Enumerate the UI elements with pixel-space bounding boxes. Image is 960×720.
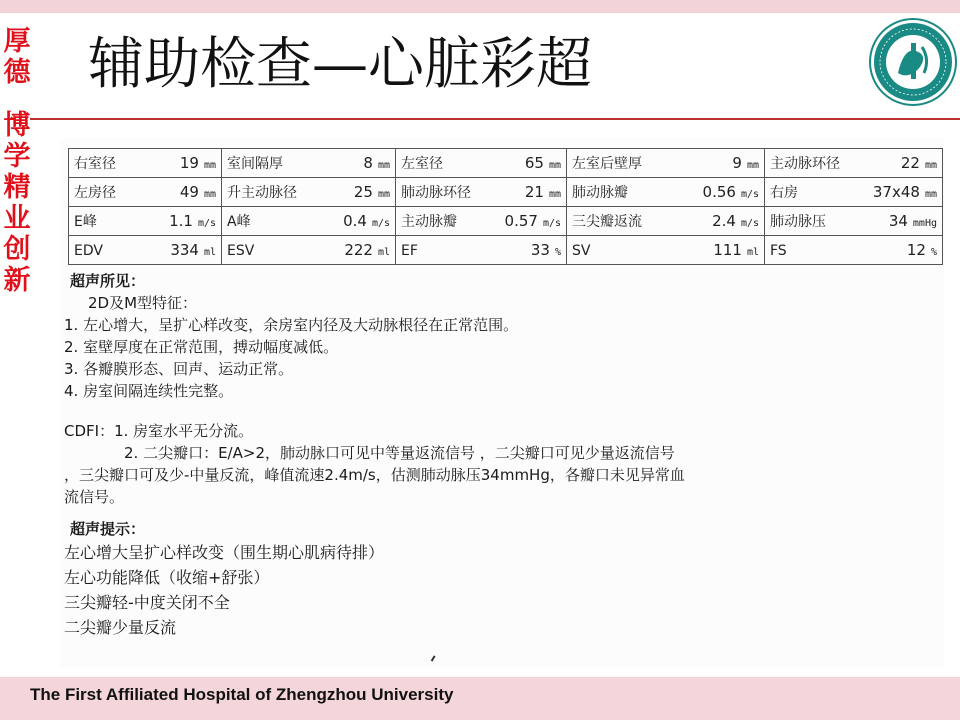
- measurement-cell: [69, 236, 222, 265]
- measurement-label: SV: [572, 243, 591, 259]
- measurement-label: ESV: [227, 243, 255, 259]
- measurement-cell: [765, 149, 943, 178]
- measurement-value: 9: [732, 154, 742, 172]
- measurement-cell: [396, 207, 567, 236]
- measurement-label: 左室后壁厚: [572, 156, 642, 172]
- measurement-unit: mm: [377, 160, 390, 171]
- measurement-label: 主动脉瓣: [401, 214, 457, 230]
- conclusion-item: 左心增大呈扩心样改变（围生期心肌病待排）: [64, 543, 385, 562]
- measurement-unit: m/s: [542, 218, 561, 229]
- echo-report: [60, 138, 944, 668]
- measurement-cell: [222, 149, 396, 178]
- measurement-value: 34: [888, 212, 908, 230]
- conclusion-item: 三尖瓣轻-中度关闭不全: [64, 593, 230, 612]
- measurement-label: E峰: [74, 214, 97, 230]
- measurement-label: 三尖瓣返流: [572, 214, 642, 230]
- cdfi-line: CDFI：1. 房室水平无分流。: [64, 422, 254, 440]
- top-band: [0, 0, 960, 13]
- measurement-value: 21: [524, 183, 544, 201]
- hospital-seal-icon: [868, 17, 958, 107]
- measurement-unit: %: [554, 247, 561, 258]
- measurement-unit: mm: [548, 160, 561, 171]
- table-row: [69, 236, 943, 265]
- measurement-value: 0.4: [343, 212, 367, 230]
- measurement-label: 主动脉环径: [770, 156, 840, 172]
- measurement-cell: [396, 149, 567, 178]
- measurement-unit: m/s: [740, 218, 759, 229]
- measurement-value: 37x48: [872, 183, 920, 201]
- measurement-cell: [765, 207, 943, 236]
- finding-item: 3. 各瓣膜形态、回声、运动正常。: [64, 360, 294, 378]
- measurement-value: 33: [530, 241, 550, 259]
- measurement-value: 334: [170, 241, 199, 259]
- table-row: [69, 149, 943, 178]
- measurement-cell: [567, 178, 765, 207]
- measurement-label: 左室径: [401, 156, 443, 172]
- measurement-label: 肺动脉瓣: [572, 185, 628, 201]
- report-body: [64, 270, 924, 640]
- measurement-unit: mm: [203, 189, 216, 200]
- cdfi-line: 流信号。: [64, 488, 125, 506]
- measurement-cell: [69, 149, 222, 178]
- measurement-unit: mm: [746, 160, 759, 171]
- measurement-unit: m/s: [371, 218, 390, 229]
- measurement-cell: [69, 207, 222, 236]
- measurement-label: 室间隔厚: [227, 156, 283, 172]
- measurement-cell: [567, 236, 765, 265]
- measurement-table: [68, 148, 943, 265]
- measurement-unit: ml: [203, 247, 216, 258]
- measurement-cell: [222, 236, 396, 265]
- measurement-label: 肺动脉压: [770, 214, 826, 230]
- measurement-value: 0.57: [504, 212, 538, 230]
- table-row: [69, 207, 943, 236]
- finding-item: 4. 房室间隔连续性完整。: [64, 382, 234, 400]
- table-row: [69, 178, 943, 207]
- measurement-label: FS: [770, 243, 787, 259]
- conclusion-heading: 超声提示：: [70, 520, 146, 538]
- cdfi-line: 2. 二尖瓣口：E/A>2，肺动脉口可见中等量返流信号 ，二尖瓣口可见少量返流信号: [124, 444, 675, 462]
- measurement-unit: mm: [548, 189, 561, 200]
- conclusion-block: [64, 518, 924, 640]
- measurement-value: 25: [353, 183, 373, 201]
- measurement-unit: ml: [377, 247, 390, 258]
- measurement-value: 19: [179, 154, 199, 172]
- measurement-value: 22: [900, 154, 920, 172]
- measurement-label: 右室径: [74, 156, 116, 172]
- measurement-cell: [567, 149, 765, 178]
- measurement-unit: m/s: [197, 218, 216, 229]
- measurement-value: 1.1: [169, 212, 193, 230]
- measurement-unit: mm: [924, 160, 937, 171]
- measurement-unit: m/s: [740, 189, 759, 200]
- measurement-value: 12: [906, 241, 926, 259]
- measurement-label: A峰: [227, 214, 251, 230]
- motto-char: 精: [3, 172, 31, 203]
- measurement-label: EF: [401, 243, 418, 259]
- measurement-label: 左房径: [74, 185, 116, 201]
- measurement-value: 8: [363, 154, 373, 172]
- measurement-value: 111: [713, 241, 742, 259]
- stray-mark: [431, 655, 437, 662]
- measurement-cell: [69, 178, 222, 207]
- footer-hospital-name: The First Affiliated Hospital of Zhengzhou University: [30, 685, 454, 704]
- measurement-label: 右房: [770, 185, 798, 201]
- measurement-unit: mm: [203, 160, 216, 171]
- measurement-unit: mmHg: [912, 218, 937, 229]
- measurement-value: 0.56: [702, 183, 736, 201]
- measurement-value: 222: [344, 241, 373, 259]
- measurement-unit: mm: [377, 189, 390, 200]
- measurement-cell: [222, 178, 396, 207]
- measurement-cell: [222, 207, 396, 236]
- measurement-value: 65: [524, 154, 544, 172]
- measurement-unit: %: [930, 247, 937, 258]
- side-motto: [0, 26, 34, 296]
- conclusion-item: 左心功能降低（收缩+舒张）: [64, 568, 270, 587]
- measurement-cell: [765, 236, 943, 265]
- measurement-unit: ml: [746, 247, 759, 258]
- motto-char: 厚: [3, 26, 31, 57]
- measurement-label: EDV: [74, 243, 103, 259]
- measurement-unit: mm: [924, 189, 937, 200]
- motto-char: 新: [3, 265, 31, 296]
- finding-item: 1. 左心增大，呈扩心样改变，余房室内径及大动脉根径在正常范围。: [64, 316, 519, 334]
- measurement-cell: [765, 178, 943, 207]
- measurement-cell: [396, 236, 567, 265]
- measurement-cell: [567, 207, 765, 236]
- motto-char: 业: [3, 203, 31, 234]
- motto-char: 德: [3, 57, 31, 88]
- findings-subheading: 2D及M型特征：: [88, 294, 198, 312]
- measurement-value: 49: [179, 183, 199, 201]
- measurement-label: 肺动脉环径: [401, 185, 471, 201]
- motto-char: 学: [3, 141, 31, 172]
- motto-char: 博: [3, 110, 31, 141]
- measurement-label: 升主动脉径: [227, 185, 297, 201]
- slide-title: 辅助检查—心脏彩超: [88, 32, 592, 97]
- conclusion-item: 二尖瓣少量反流: [64, 618, 177, 637]
- cdfi-line: ，三尖瓣口可及少-中量反流，峰值流速2.4m/s，估测肺动脉压34mmHg，各瓣口未见异常血: [64, 466, 685, 484]
- motto-char: 创: [3, 234, 31, 265]
- measurement-cell: [396, 178, 567, 207]
- title-rule: [30, 118, 960, 120]
- finding-item: 2. 室壁厚度在正常范围，搏动幅度减低。: [64, 338, 339, 356]
- measurement-value: 2.4: [712, 212, 736, 230]
- findings-heading: 超声所见：: [70, 272, 146, 290]
